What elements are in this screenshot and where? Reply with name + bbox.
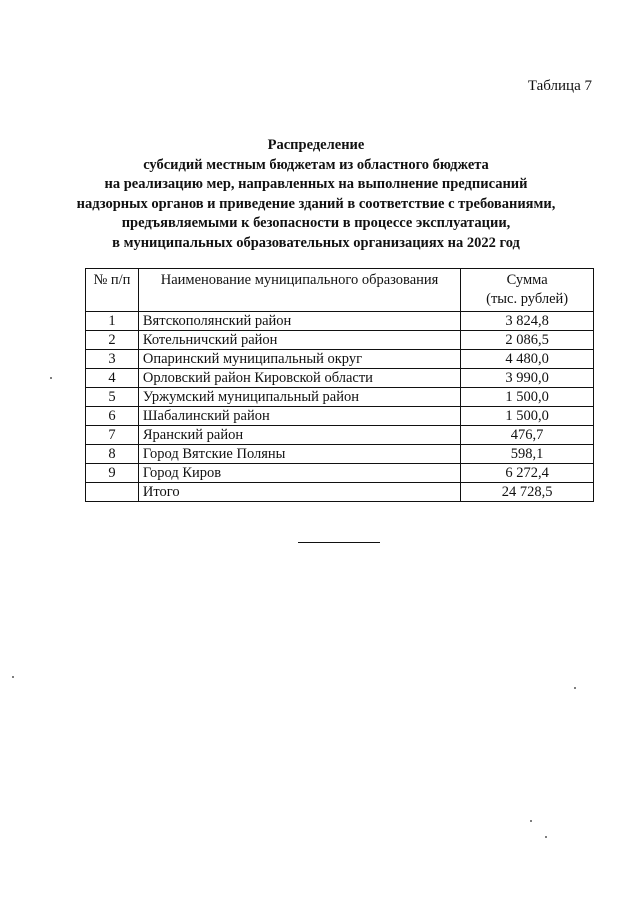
row-municipality: Опаринский муниципальный округ (138, 350, 460, 369)
row-sum: 4 480,0 (461, 350, 594, 369)
total-label: Итого (138, 483, 460, 502)
table-row (86, 369, 594, 388)
title-line: на реализацию мер, направленных на выполнение предписаний (104, 176, 528, 192)
total-sum: 24 728,5 (461, 483, 594, 502)
header-municipality: Наименование муниципального образования (138, 269, 460, 312)
header-sum (461, 269, 594, 312)
scan-speck (545, 836, 547, 838)
row-sum: 2 086,5 (461, 331, 594, 350)
row-number: 1 (86, 312, 139, 331)
scan-speck (12, 676, 14, 678)
row-sum: 3 990,0 (461, 369, 594, 388)
row-number: 7 (86, 426, 139, 445)
closing-rule (298, 542, 380, 543)
row-sum: 1 500,0 (461, 388, 594, 407)
scan-speck (50, 377, 52, 379)
row-municipality: Город Вятские Поляны (138, 445, 460, 464)
row-sum: 6 272,4 (461, 464, 594, 483)
row-number: 3 (86, 350, 139, 369)
row-municipality: Яранский район (138, 426, 460, 445)
document-title (0, 136, 632, 253)
header-sum-unit: (тыс. рублей) (486, 291, 569, 307)
row-municipality: Котельничский район (138, 331, 460, 350)
title-line: субсидий местным бюджетам из областного бюджета (143, 156, 489, 173)
row-sum: 598,1 (461, 445, 594, 464)
table-row (86, 331, 594, 350)
row-number: 9 (86, 464, 139, 483)
row-sum: 1 500,0 (461, 407, 594, 426)
scan-speck (574, 687, 576, 689)
table-row (86, 445, 594, 464)
table-total-row (86, 483, 594, 502)
row-sum: 476,7 (461, 426, 594, 445)
row-number: 8 (86, 445, 139, 464)
header-sum-title: Сумма (506, 272, 548, 288)
header-number: № п/п (86, 269, 139, 312)
table-row (86, 407, 594, 426)
subsidy-distribution-table (85, 268, 594, 502)
title-line: в муниципальных образовательных организациях на 2022 год (112, 234, 520, 251)
scan-speck (530, 820, 532, 822)
table-number-label: Таблица 7 (527, 78, 592, 94)
row-sum: 3 824,8 (461, 312, 594, 331)
table-row (86, 464, 594, 483)
row-municipality: Вятскополянский район (138, 312, 460, 331)
row-number: 5 (86, 388, 139, 407)
row-municipality: Шабалинский район (138, 407, 460, 426)
row-number: 2 (86, 331, 139, 350)
row-municipality: Уржумский муниципальный район (138, 388, 460, 407)
title-line: Распределение (267, 137, 365, 153)
table-row (86, 312, 594, 331)
row-number: 4 (86, 369, 139, 388)
table-header-row (86, 269, 594, 312)
table-row (86, 426, 594, 445)
total-number (86, 483, 139, 502)
title-line: предъявляемыми к безопасности в процессе эксплуатации, (121, 215, 511, 231)
row-municipality: Город Киров (138, 464, 460, 483)
row-number: 6 (86, 407, 139, 426)
row-municipality: Орловский район Кировской области (138, 369, 460, 388)
table-row (86, 350, 594, 369)
title-line: надзорных органов и приведение зданий в соответствие с требованиями, (76, 195, 556, 212)
table-row (86, 388, 594, 407)
